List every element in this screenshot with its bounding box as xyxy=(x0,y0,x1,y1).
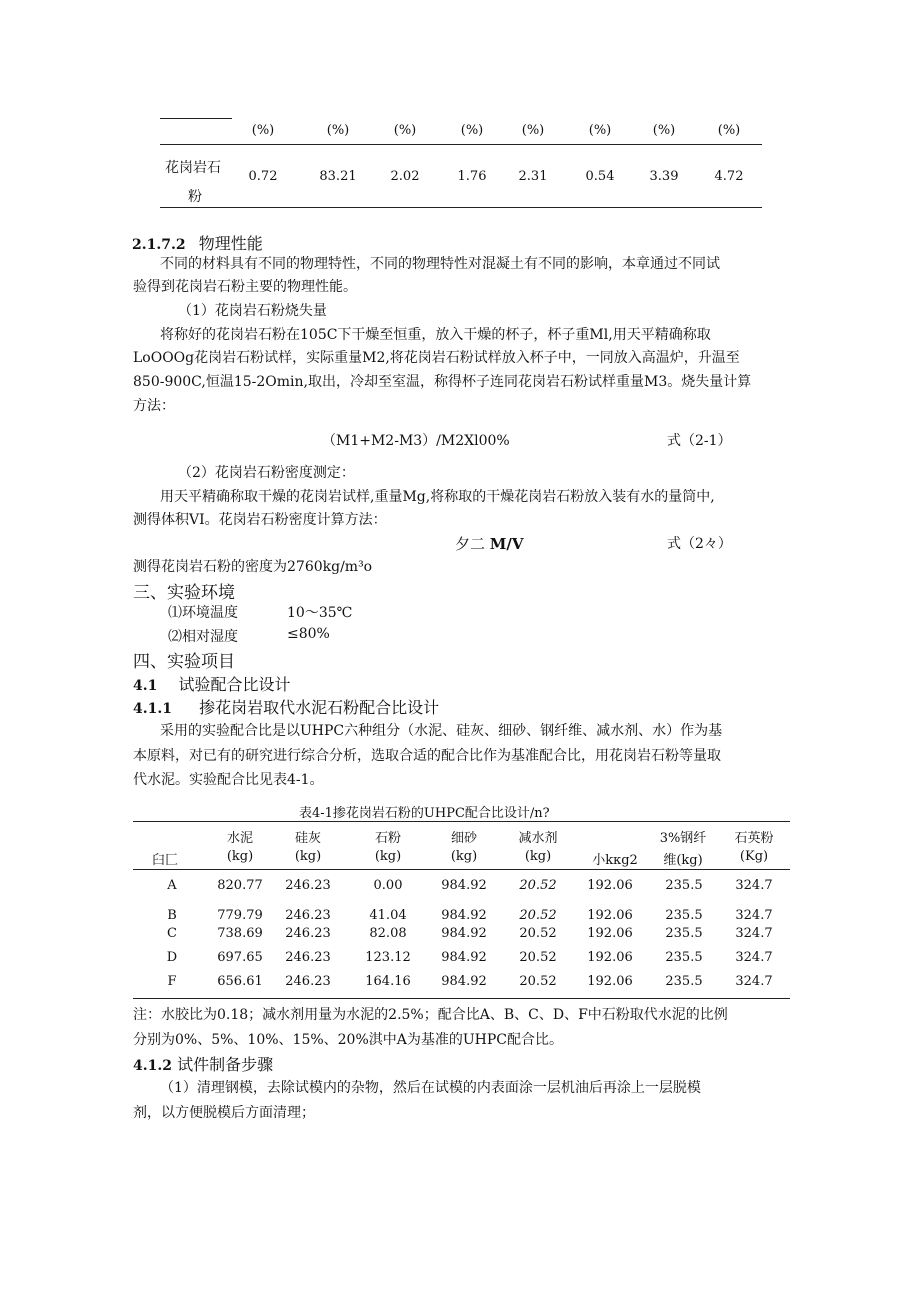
paragraph-line: 方法： xyxy=(133,398,175,414)
table-cell: 235.5 xyxy=(665,926,703,941)
paragraph-line: 本原料，对已有的研究进行综合分析，选取合适的配合比作为基准配合比，用花岗岩石粉等量取 xyxy=(133,748,721,764)
table-cell: 984.92 xyxy=(441,950,487,965)
paragraph-line: 验得到花岗岩石粉主要的物理性能。 xyxy=(133,279,357,295)
table-cell: 246.23 xyxy=(285,878,331,893)
header-cell: 石粉 xyxy=(374,831,401,846)
table-cell: 324.7 xyxy=(735,950,773,965)
table-cell: 192.06 xyxy=(587,926,633,941)
header-cell: (kg) xyxy=(450,849,478,864)
table-cell: 82.08 xyxy=(369,926,407,941)
section-title: 掺花岗岩取代水泥石粉配合比设计 xyxy=(199,698,440,717)
header-cell: (kg) xyxy=(374,849,402,864)
table-cell: 820.77 xyxy=(217,878,263,893)
header-cell: 减水剂 xyxy=(518,831,558,846)
unit-cell: (%) xyxy=(326,123,350,138)
table-cell: 656.61 xyxy=(217,974,263,989)
unit-cell: (%) xyxy=(717,123,741,138)
value-cell: 83.21 xyxy=(319,169,357,184)
table-cell: 192.06 xyxy=(587,950,633,965)
unit-cell: (%) xyxy=(652,123,676,138)
table-note: 注：水胶比为0.18；减水剂用量为水泥的2.5%；配合比A、B、C、D、F中石粉取代水泥的比例 xyxy=(133,1007,728,1023)
section-2172-heading xyxy=(132,231,263,254)
formula-body: M/V xyxy=(489,535,524,553)
top-table-header-rule xyxy=(160,144,762,145)
section-412-heading xyxy=(133,1052,273,1075)
row-label: 花岗岩石 xyxy=(165,160,221,176)
table-cell: 20.52 xyxy=(519,950,557,965)
section-title: 试件制备步骤 xyxy=(177,1055,274,1074)
value-cell: 2.31 xyxy=(518,169,548,184)
section-411-heading xyxy=(133,695,439,718)
table-cell: 123.12 xyxy=(365,950,411,965)
value-cell: 1.76 xyxy=(457,169,487,184)
value-cell: 0.54 xyxy=(585,169,615,184)
top-table-bottom-rule xyxy=(160,207,762,208)
table-cell: 246.23 xyxy=(285,974,331,989)
paragraph-line: （1）清理钢模，去除试模内的杂物，然后在试模的内表面涂一层机油后再涂上一层脱模 xyxy=(160,1080,701,1096)
row-label-cont: 粉 xyxy=(188,189,202,205)
density-result: 测得花岗岩石粉的密度为2760kg∕m³o xyxy=(133,559,373,575)
env-item-label: ⑵相对湿度 xyxy=(168,629,238,645)
env-item-value: ≤80% xyxy=(287,626,330,642)
table-cell: 246.23 xyxy=(285,926,331,941)
formula-expression: （M1+M2-M3）/M2Xl00% xyxy=(322,433,510,449)
top-table-short-rule xyxy=(160,118,232,119)
table-cell: 324.7 xyxy=(735,926,773,941)
table-cell: 235.5 xyxy=(665,974,703,989)
header-cell: 臼匚 xyxy=(151,853,178,868)
header-cell: (kg) xyxy=(294,849,322,864)
table-cell: 324.7 xyxy=(735,908,773,923)
header-cell: (Kg) xyxy=(739,849,769,864)
header-cell: 水泥 xyxy=(226,831,253,846)
table-top-rule xyxy=(133,821,790,822)
unit-cell: (%) xyxy=(588,123,612,138)
table-cell: 164.16 xyxy=(365,974,411,989)
table-cell: B xyxy=(167,908,177,923)
table-cell: 984.92 xyxy=(441,974,487,989)
header-cell: 小kκg2 xyxy=(592,853,638,868)
value-cell: 3.39 xyxy=(649,169,679,184)
table-cell: 20.52 xyxy=(519,926,557,941)
env-item-value: 10～35℃ xyxy=(287,605,353,621)
table-cell: 779.79 xyxy=(217,908,263,923)
section-title: 物理性能 xyxy=(198,234,263,253)
section-number: 4.1 xyxy=(133,678,158,694)
list-item: （2）花岗岩石粉密度测定： xyxy=(178,465,355,481)
table-header-rule xyxy=(133,869,790,870)
section-41-heading xyxy=(133,672,290,695)
header-cell: 石英粉 xyxy=(734,831,774,846)
formula-label: 式（2々） xyxy=(667,536,732,552)
table-cell: C xyxy=(167,926,177,941)
table-cell: 984.92 xyxy=(441,926,487,941)
formula-prefix: 夕二 xyxy=(455,535,486,553)
header-cell: 细砂 xyxy=(450,831,477,846)
table-cell: F xyxy=(167,974,177,989)
table-cell: 20.52 xyxy=(519,878,557,893)
table-cell: D xyxy=(166,950,178,965)
table-cell: 20.52 xyxy=(519,908,557,923)
paragraph-line: 测得体积VI。花岗岩石粉密度计算方法： xyxy=(133,512,387,528)
table-cell: 235.5 xyxy=(665,878,703,893)
section-title: 试验配合比设计 xyxy=(178,675,291,694)
paragraph-line: 采用的实验配合比是以UHPC六种组分（水泥、硅灰、细砂、钢纤维、减水剂、水）作为基 xyxy=(160,723,723,739)
section-4-title: 四、实验项目 xyxy=(133,652,235,672)
unit-cell: (%) xyxy=(460,123,484,138)
section-number: 4.1.1 xyxy=(133,701,172,717)
table-cell: 192.06 xyxy=(587,908,633,923)
table-cell: 235.5 xyxy=(665,908,703,923)
table-cell: 41.04 xyxy=(369,908,407,923)
header-cell: 维(kg) xyxy=(663,853,703,868)
header-cell: (kg) xyxy=(226,849,254,864)
table-cell: 984.92 xyxy=(441,878,487,893)
section-number: 2.1.7.2 xyxy=(132,237,186,253)
table-cell: A xyxy=(167,878,177,893)
table-cell: 697.65 xyxy=(217,950,263,965)
formula-label: 式（2-1） xyxy=(667,433,732,449)
value-cell: 0.72 xyxy=(248,169,278,184)
table-cell: 192.06 xyxy=(587,878,633,893)
unit-cell: (%) xyxy=(521,123,545,138)
table-cell: 324.7 xyxy=(735,878,773,893)
list-item: （1）花岗岩石粉烧失量 xyxy=(178,303,327,319)
paragraph-line: 将称好的花岗岩石粉在105C下干燥至恒重，放入干燥的杯子，杯子重Ml,用天平精确称取 xyxy=(160,327,711,343)
section-3-title: 三、实验环境 xyxy=(133,583,235,603)
table-cell: 0.00 xyxy=(373,878,403,893)
value-cell: 2.02 xyxy=(390,169,420,184)
table-cell: 20.52 xyxy=(519,974,557,989)
table-cell: 246.23 xyxy=(285,950,331,965)
table-cell: 738.69 xyxy=(217,926,263,941)
paragraph-line: 剂，以方便脱模后方面清理； xyxy=(133,1105,315,1121)
section-number: 4.1.2 xyxy=(133,1058,172,1074)
table-note: 分别为0%、5%、10%、15%、20%淇中A为基准的UHPC配合比。 xyxy=(133,1032,564,1048)
header-cell: 3%钢纤 xyxy=(659,831,707,846)
formula-2 xyxy=(455,533,524,554)
value-cell: 4.72 xyxy=(714,169,744,184)
table-cell: 984.92 xyxy=(441,908,487,923)
paragraph-line: LoOOOg花岗岩石粉试样，实际重量M2,将花岗岩石粉试样放入杯子中，一同放入高温炉，升温至 xyxy=(133,350,740,366)
paragraph-line: 850-900C,恒温15-2Omin,取出，冷却至室温，称得杯子连同花岗岩石粉试样重量M3。烧失量计算 xyxy=(133,374,752,390)
paragraph-line: 代水泥。实验配合比见表4-1。 xyxy=(133,772,324,788)
table-cell: 235.5 xyxy=(665,950,703,965)
table-cell: 324.7 xyxy=(735,974,773,989)
table-caption: 表4-1掺花岗岩石粉的UHPC配合比设计/n? xyxy=(299,806,550,821)
unit-cell: (%) xyxy=(393,123,417,138)
paragraph-line: 用天平精确称取干燥的花岗岩试样,重量Mg,将称取的干燥花岗岩石粉放入装有水的量筒中, xyxy=(160,489,715,505)
unit-cell: (%) xyxy=(251,123,275,138)
paragraph-line: 不同的材料具有不同的物理特性，不同的物理特性对混凝土有不同的影响，本章通过不同试 xyxy=(160,256,720,272)
header-cell: 硅灰 xyxy=(294,831,321,846)
table-cell: 192.06 xyxy=(587,974,633,989)
table-bottom-rule xyxy=(133,998,790,999)
header-cell: (kg) xyxy=(524,849,552,864)
table-cell: 246.23 xyxy=(285,908,331,923)
env-item-label: ⑴环境温度 xyxy=(168,605,238,621)
